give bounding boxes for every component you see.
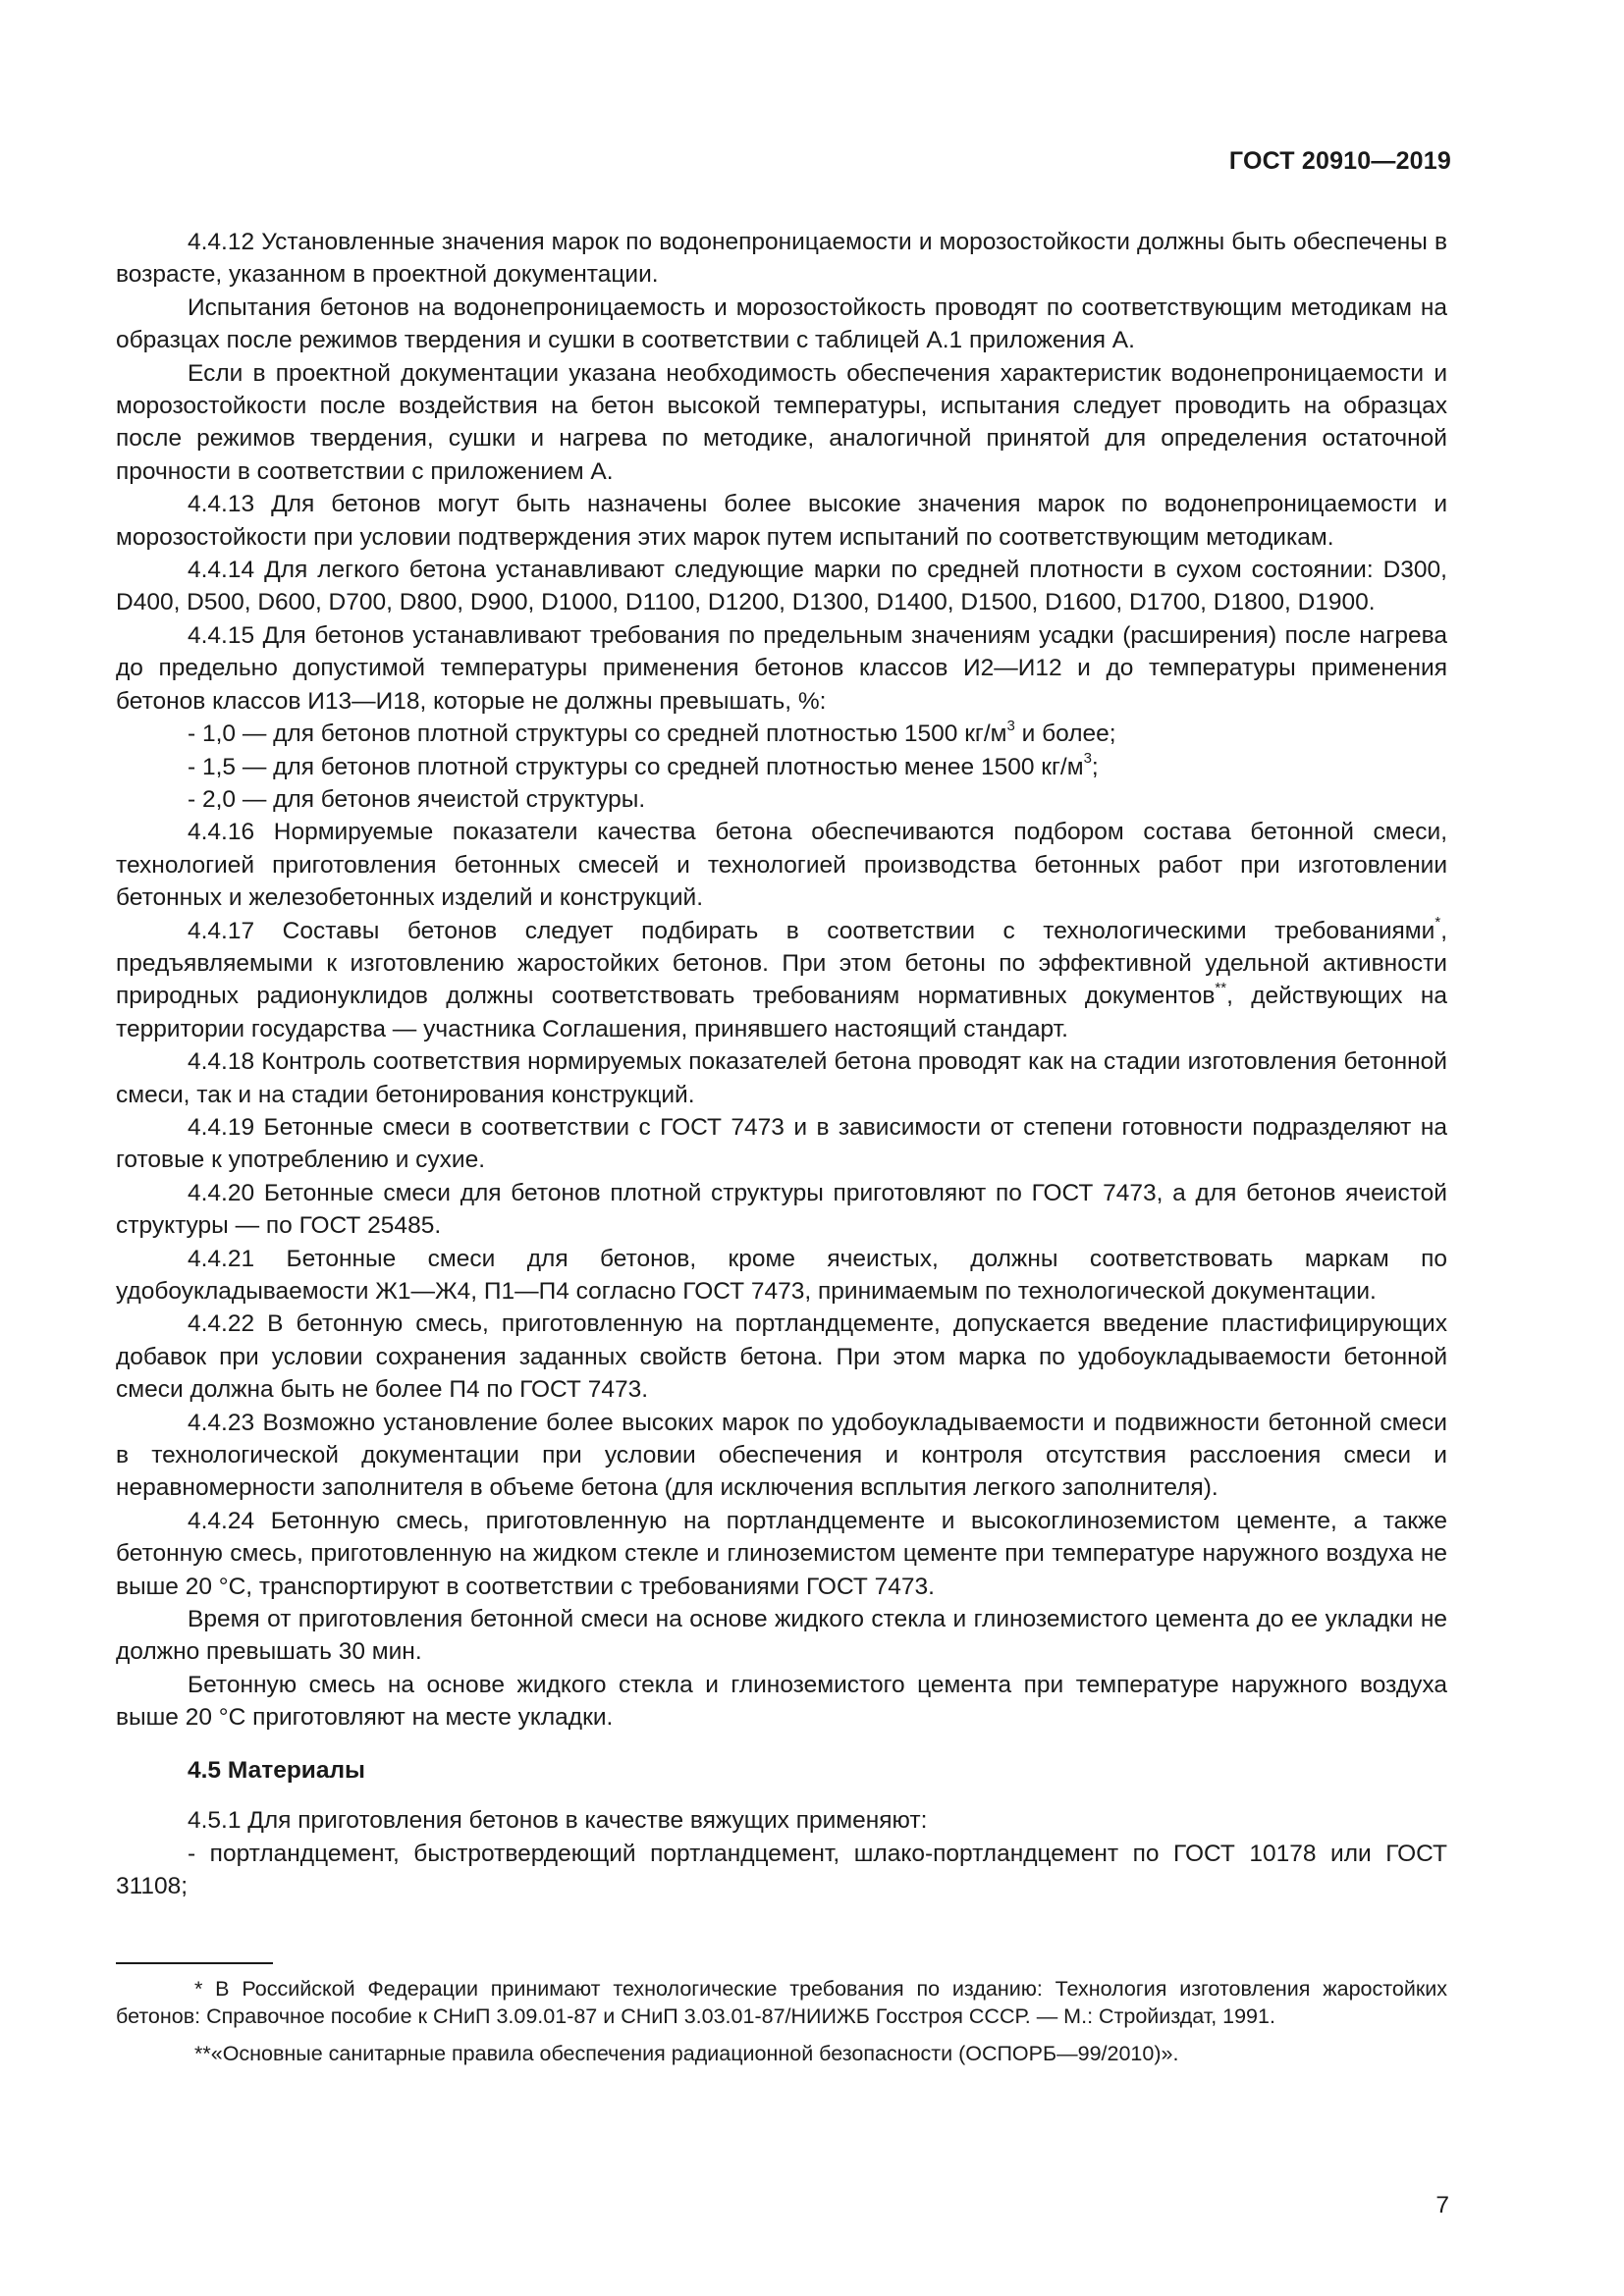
paragraph: 4.4.23 Возможно установление более высоких марок по удобоукладываемости и подвижности бетонной смеси в технологической документации при условии обеспечения и контроля отсутствия расслоения смеси и неравномерности заполнителя в объеме бетона (для исключения всплытия легкого заполнителя). — [116, 1409, 1447, 1502]
page-number: 7 — [1435, 2192, 1449, 2218]
list-item-text: - 1,0 — для бетонов плотной структуры со средней плотностью 1500 кг/м — [188, 721, 1007, 748]
paragraph: Если в проектной документации указана необходимость обеспечения характеристик водонепроницаемости и морозостойкости после воздействия на бетон высокой температуры, испытания следует проводить на образцах после режимов твердения, сушки и нагрева по методике, аналогичной принятой для определения остаточной прочности в соответствии с приложением А. — [116, 359, 1447, 485]
paragraph — [116, 915, 1447, 1046]
paragraph-text: , предъявляемыми к изготовлению жаростойких бетонов. При этом бетоны по эффективной удельной активности природных радионуклидов должны соответствовать требованиям нормативных документов — [116, 917, 1447, 1010]
paragraph: 4.5.1 Для приготовления бетонов в качестве вяжущих применяют: — [188, 1807, 928, 1835]
footnote-ref: ** — [1215, 980, 1227, 997]
paragraph: Испытания бетонов на водонепроницаемость и морозостойкость проводят по соответствующим методикам на образцах после режимов твердения и сушки в соответствии с таблицей А.1 приложения А. — [116, 294, 1447, 354]
paragraph-text: , действующих на территории государства — участника Соглашения, принявшего настоящий стандарт. — [116, 983, 1447, 1042]
list-item: - 2,0 — для бетонов ячеистой структуры. — [188, 785, 646, 813]
list-item — [116, 718, 1447, 750]
paragraph: Время от приготовления бетонной смеси на основе жидкого стекла и глиноземистого цемента до ее укладки не должно превышать 30 мин. — [116, 1606, 1447, 1666]
paragraph: 4.4.13 Для бетонов могут быть назначены более высокие значения марок по водонепроницаемости и морозостойкости при условии подтверждения этих марок путем испытаний по соответствующим методикам. — [116, 491, 1447, 551]
paragraph: 4.4.21 Бетонные смеси для бетонов, кроме ячеистых, должны соответствовать маркам по удобоукладываемости Ж1—Ж4, П1—П4 согласно ГОСТ 7473, принимаемым по технологической документации. — [116, 1245, 1447, 1305]
document-header: ГОСТ 20910—2019 — [1228, 147, 1451, 175]
paragraph: 4.4.12 Установленные значения марок по водонепроницаемости и морозостойкости должны быть обеспечены в возрасте, указанном в проектной документации. — [116, 229, 1447, 289]
list-item: - портландцемент, быстротвердеющий портландцемент, шлако-портландцемент по ГОСТ 10178 или ГОСТ 31108; — [116, 1840, 1447, 1899]
paragraph-text: 4.4.17 Составы бетонов следует подбирать в соответствии с технологическими требованиями — [188, 917, 1435, 944]
list-item-text: и более; — [1014, 721, 1116, 748]
paragraph: 4.4.16 Нормируемые показатели качества бетона обеспечиваются подбором состава бетонной смеси, технологией приготовления бетонных смесей и технологией производства бетонных работ при изготовлении бетонных и железобетонных изделий и конструкций. — [116, 819, 1447, 912]
document-body — [116, 226, 1447, 1902]
list-item-text: ; — [1091, 753, 1099, 780]
section-heading: 4.5 Материалы — [188, 1756, 365, 1784]
superscript: 3 — [1006, 717, 1015, 734]
footnote-ref: * — [1435, 914, 1441, 932]
paragraph: 4.4.22 В бетонную смесь, приготовленную на портландцементе, допускается введение пластифицирующих добавок при условии сохранения заданных свойств бетона. При этом марка по удобоукладываемости бетонной смеси должна быть не более П4 по ГОСТ 7473. — [116, 1310, 1447, 1404]
footnote: * В Российской Федерации принимают технологические требования по изданию: Технология изготовления жаростойких бетонов: Справочное пособие к СНиП 3.09.01-87 и СНиП 3.03.01-87/НИИЖБ Госстроя СССР. — М.: Стройиздат, 1991. — [116, 1977, 1447, 2028]
paragraph: 4.4.15 Для бетонов устанавливают требования по предельным значениям усадки (расширения) после нагрева до предельно допустимой температуры применения бетонов классов И2—И12 и до температуры применения бетонов классов И13—И18, которые не должны превышать, %: — [116, 621, 1447, 715]
paragraph: 4.4.20 Бетонные смеси для бетонов плотной структуры приготовляют по ГОСТ 7473, а для бетонов ячеистой структуры — по ГОСТ 25485. — [116, 1179, 1447, 1240]
paragraph: 4.4.14 Для легкого бетона устанавливают следующие марки по средней плотности в сухом состоянии: D300, D400, D500, D600, D700, D800, D900, D1000, D1100, D1200, D1300, D1400, D1500, D1600, D1700, D1800, D1900. — [116, 557, 1447, 616]
footnotes — [116, 1975, 1447, 2077]
list-item — [116, 751, 1447, 783]
paragraph: 4.4.24 Бетонную смесь, приготовленную на портландцементе и высокоглиноземистом цементе, а также бетонную смесь, приготовленную на жидком стекле и глиноземистом цементе при температуре наружного воздуха не выше 20 °C, транспортируют в соответствии с требованиями ГОСТ 7473. — [116, 1507, 1447, 1600]
paragraph: 4.4.19 Бетонные смеси в соответствии с ГОСТ 7473 и в зависимости от степени готовности подразделяют на готовые к употреблению и сухие. — [116, 1113, 1447, 1174]
footnote-divider — [116, 1962, 273, 1964]
list-item-text: - 1,5 — для бетонов плотной структуры со средней плотностью менее 1500 кг/м — [188, 753, 1084, 780]
paragraph: 4.4.18 Контроль соответствия нормируемых показателей бетона проводят как на стадии изготовления бетонной смеси, так и на стадии бетонирования конструкций. — [116, 1048, 1447, 1108]
footnote: **«Основные санитарные правила обеспечения радиационной безопасности (ОСПОРБ—99/2010)». — [194, 2042, 1179, 2065]
superscript: 3 — [1083, 750, 1092, 768]
paragraph: Бетонную смесь на основе жидкого стекла и глиноземистого цемента при температуре наружного воздуха выше 20 °С приготовляют на месте укладки. — [116, 1671, 1447, 1732]
